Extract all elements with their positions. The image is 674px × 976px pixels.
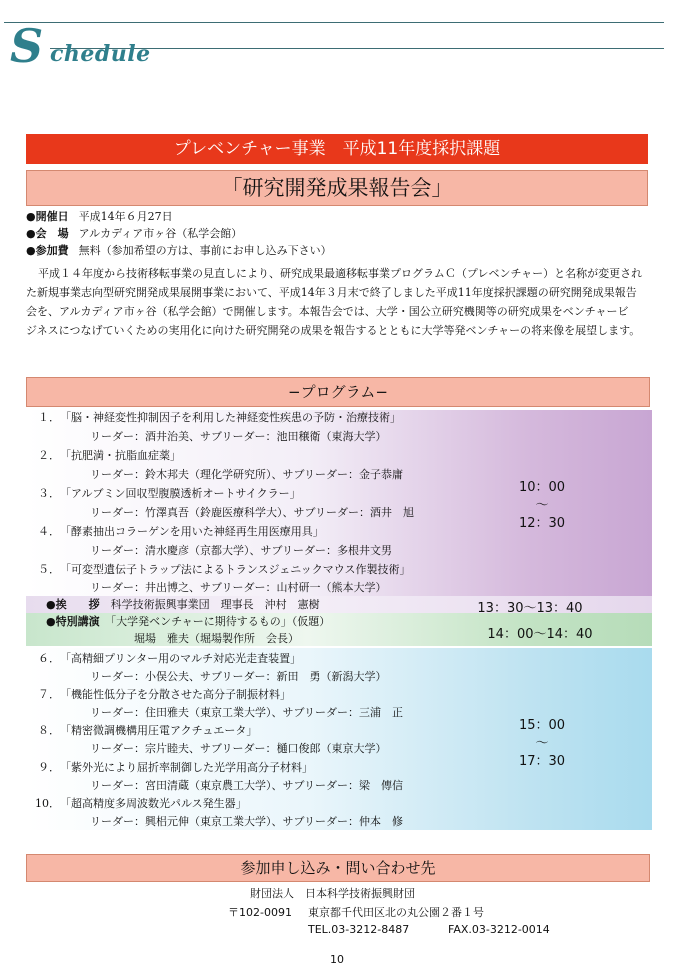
contact-postal: 〒102-0091 (228, 906, 292, 919)
session-item: ３．「アルブミン回収型腹膜透析オートサイクラー」 (38, 487, 301, 500)
info-venue: ●会 場 アルカディア市ヶ谷（私学会館） (26, 227, 243, 240)
page-number: 10 (330, 953, 344, 966)
session-leader: リーダー：宮田清蔵（東京農工大学）、サブリーダー：梁 傳信 (90, 779, 404, 792)
session-item: ８．「精密微調機構用圧電アクチュエータ」 (38, 724, 258, 737)
contact-fax: FAX.03-3212-0014 (448, 923, 550, 936)
program-banner: プレベンチャー事業 平成11年度採択課題 (26, 134, 648, 164)
session-leader: リーダー：宗片睦夫、サブリーダー：樋口俊郎（東京大学） (90, 742, 387, 755)
info-fee: ●参加費 無料（参加希望の方は、事前にお申し込み下さい） (26, 244, 332, 257)
session-item: １．「脳・神経変性抑制因子を利用した神経変性疾患の予防・治療技術」 (38, 411, 401, 424)
session-leader: リーダー：清水慶彦（京都大学）、サブリーダー：多根井文男 (90, 544, 393, 557)
schedule-logo (4, 18, 164, 78)
session-item: ２．「抗肥満・抗脂血症薬」 (38, 449, 181, 462)
session-leader: リーダー：鈴木邦夫（理化学研究所）、サブリーダー：金子恭庸 (90, 468, 404, 481)
lecture-row: ●特別講演 「大学発ベンチャーに期待するもの」（仮題） (46, 615, 331, 628)
session-leader: リーダー：井出博之、サブリーダー：山村研一（熊本大学） (90, 581, 387, 594)
info-date: ●開催日 平成14年６月27日 (26, 210, 173, 223)
afternoon-time-start: 15：00 (518, 718, 566, 733)
session-item: ５．「可変型遺伝子トラップ法によるトランスジェニックマウス作製技術」 (38, 563, 411, 576)
session-leader: リーダー：興梠元伸（東京工業大学）、サブリーダー：仲本 修 (90, 815, 404, 828)
greeting-row: ●挨 拶 科学技術振興事業団 理事長 沖村 憲樹 (46, 598, 320, 611)
session-item: ７．「機能性低分子を分散させた高分子制振材料」 (38, 688, 291, 701)
session-leader: リーダー：竹澤真吾（鈴鹿医療科学大）、サブリーダー：酒井 旭 (90, 506, 415, 519)
morning-time-sep: ～ (535, 498, 549, 513)
event-title: 「研究開発成果報告会」 (26, 170, 648, 206)
contact-heading: 参加申し込み・問い合わせ先 (26, 854, 650, 882)
contact-org: 財団法人 日本科学技術振興財団 (250, 887, 415, 900)
greeting-time: 13：30〜13：40 (477, 601, 583, 616)
afternoon-time-sep: ～ (535, 736, 549, 751)
session-leader: リーダー：酒井治美、サブリーダー：池田穣衛（東海大学） (90, 430, 387, 443)
morning-time-start: 10：00 (518, 480, 566, 495)
session-item: ６．「高精細プリンター用のマルチ対応光走査装置」 (38, 652, 302, 665)
lecture-time: 14：00〜14：40 (487, 627, 593, 642)
session-leader: リーダー：小俣公夫、サブリーダー：新田 勇（新潟大学） (90, 670, 387, 683)
lecture-speaker: 堀場 雅夫（堀場製作所 会長） (134, 632, 299, 645)
program-heading: −プログラム− (26, 377, 650, 407)
logo-text: chedule (50, 41, 151, 67)
contact-address: 東京都千代田区北の丸公園２番１号 (308, 906, 484, 919)
intro-paragraph: 平成１４年度から技術移転事業の見直しにより、研究成果最適移転事業プログラムＣ（プレベンチャー）と名称が変更され た新規事業志向型研究開発成果展開事業において、平成14年３月末で終了しました平成11年度採択課題の研究開発成果報告 会を、アルカディア市ヶ谷（私学会館）で開催します。本報告会では、大学・国公立研究機関等の研究成果をベンチャービ ジネスにつなげていくための実用化に向けた研究開発の成果を報告するとともに大学等発ベンチャーの将来像を展望します。 (26, 267, 643, 337)
contact-tel: TEL.03-3212-8487 (308, 923, 410, 936)
logo-letter: S (10, 19, 44, 73)
session-leader: リーダー：住田雅夫（東京工業大学）、サブリーダー：三浦 正 (90, 706, 404, 719)
morning-time-end: 12：30 (518, 516, 566, 531)
session-item: 10．「超高精度多周波数光パルス発生器」 (35, 797, 247, 810)
afternoon-time-end: 17：30 (518, 754, 566, 769)
session-item: ９．「紫外光により屈折率制御した光学用高分子材料」 (38, 761, 313, 774)
session-item: ４．「酵素抽出コラーゲンを用いた神経再生用医療用具」 (38, 525, 324, 538)
